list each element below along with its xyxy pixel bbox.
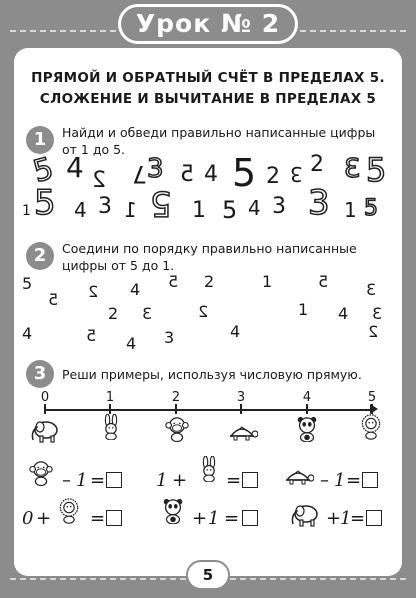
digit[interactable]: 3: [366, 280, 377, 299]
equation-number: 1: [334, 470, 346, 491]
plus-sign: +: [192, 508, 208, 529]
number-line: [44, 409, 374, 411]
monkey-icon: [164, 416, 190, 442]
task-3-number: 3: [26, 360, 54, 388]
digit[interactable]: 2: [198, 302, 209, 321]
digit[interactable]: 3: [344, 154, 361, 184]
digit[interactable]: 2: [368, 322, 379, 341]
digit[interactable]: 5: [150, 183, 172, 223]
equals-sign: =: [90, 470, 106, 491]
digit[interactable]: 1: [298, 300, 309, 319]
digit[interactable]: 5: [34, 183, 56, 223]
page-number: 5: [186, 560, 230, 590]
answer-box[interactable]: [242, 472, 258, 488]
digit[interactable]: 5: [168, 272, 179, 291]
digit[interactable]: 4: [338, 304, 349, 323]
digit[interactable]: 2: [310, 152, 324, 177]
rabbit-icon: [98, 414, 124, 440]
answer-box[interactable]: [106, 510, 122, 526]
elephant-icon: [30, 418, 60, 444]
task-3-text: Реши примеры, используя числовую прямую.: [62, 367, 362, 382]
minus-sign: –: [320, 470, 329, 491]
tick-3: [240, 404, 242, 414]
task-2-text: Соедини по порядку правильно написанные цифры от 5 до 1.: [62, 241, 357, 273]
task-2-digits-area: [22, 268, 402, 358]
task-1-text: Найди и обведи правильно написанные цифры от 1 до 5.: [62, 125, 376, 157]
digit[interactable]: 1: [262, 272, 273, 291]
panda-icon: [160, 498, 186, 524]
tick-0: [44, 404, 46, 414]
tick-4: [306, 404, 308, 414]
equals-sign: =: [90, 508, 106, 529]
heading-line-2: СЛОЖЕНИЕ И ВЫЧИТАНИЕ В ПРЕДЕЛАХ 5: [39, 91, 377, 107]
digit[interactable]: 5: [222, 196, 238, 224]
digit[interactable]: 4: [126, 334, 137, 353]
digit[interactable]: 5: [48, 290, 59, 309]
plus-sign: +: [36, 508, 52, 529]
answer-box[interactable]: [366, 510, 382, 526]
elephant-icon: [290, 502, 320, 528]
plus-sign: +: [326, 508, 342, 529]
tick-label-5: 5: [367, 390, 377, 405]
plus-sign: +: [172, 470, 188, 491]
equation-number: 1: [208, 508, 220, 529]
task-2-number: 2: [26, 242, 54, 270]
tick-label-4: 4: [302, 390, 312, 405]
digit[interactable]: 5: [22, 274, 33, 293]
tick-label-3: 3: [236, 390, 246, 405]
digit[interactable]: 2: [92, 168, 106, 193]
answer-box[interactable]: [242, 510, 258, 526]
lesson-title: Урок № 2: [118, 4, 298, 44]
digit[interactable]: 3: [164, 328, 175, 347]
tick-label-1: 1: [105, 390, 115, 405]
monkey-icon: [28, 460, 54, 486]
digit[interactable]: 2: [88, 282, 99, 301]
digit[interactable]: 5: [366, 151, 387, 189]
digit[interactable]: 5: [86, 326, 97, 345]
digit[interactable]: 3: [98, 194, 112, 219]
heading-line-1: ПРЯМОЙ И ОБРАТНЫЙ СЧЁТ В ПРЕДЕЛАХ 5.: [31, 70, 385, 86]
equation-number: 0: [22, 508, 34, 529]
answer-box[interactable]: [362, 472, 378, 488]
digit[interactable]: 3: [308, 183, 330, 223]
task-1-number: 1: [26, 126, 54, 154]
digit[interactable]: 4: [74, 198, 87, 222]
digit[interactable]: 5: [180, 162, 194, 187]
digit[interactable]: 2: [108, 304, 119, 323]
digit[interactable]: 5: [318, 272, 329, 291]
digit[interactable]: 2: [266, 164, 280, 189]
task-1-digits-area: [22, 152, 402, 232]
digit[interactable]: 3: [147, 154, 164, 184]
equation-number: 1: [76, 470, 88, 491]
turtle-icon: [282, 466, 314, 486]
minus-sign: –: [62, 470, 71, 491]
equation-number: 1: [156, 470, 168, 491]
rabbit-icon: [196, 456, 222, 482]
digit[interactable]: 3: [272, 194, 286, 219]
lion-icon: [56, 498, 82, 524]
turtle-icon: [226, 422, 258, 442]
digit[interactable]: 5: [364, 196, 378, 221]
digit[interactable]: 1: [124, 198, 137, 222]
digit[interactable]: 4: [248, 196, 261, 220]
digit[interactable]: 3: [142, 304, 153, 323]
digit[interactable]: 5: [29, 151, 58, 190]
tick-label-2: 2: [171, 390, 181, 405]
equation-number: 1: [340, 508, 352, 529]
digit[interactable]: 4: [22, 324, 33, 343]
digit[interactable]: 7: [132, 160, 148, 188]
equals-sign: =: [350, 508, 366, 529]
digit[interactable]: 3: [372, 304, 383, 323]
digit[interactable]: 5: [232, 151, 257, 195]
tick-1: [109, 404, 111, 414]
tick-5: [371, 404, 373, 414]
digit[interactable]: 4: [204, 162, 218, 187]
equals-sign: =: [224, 508, 240, 529]
digit[interactable]: 2: [204, 272, 215, 291]
digit[interactable]: 3: [290, 162, 303, 186]
digit[interactable]: 1: [344, 198, 357, 222]
digit[interactable]: 4: [130, 280, 141, 299]
equals-sign: =: [346, 470, 362, 491]
tick-2: [175, 404, 177, 414]
digit[interactable]: 4: [66, 151, 84, 184]
digit[interactable]: 4: [230, 322, 241, 341]
digit[interactable]: 1: [22, 203, 31, 219]
panda-icon: [294, 416, 320, 442]
tick-label-0: 0: [40, 390, 50, 405]
digit[interactable]: 1: [192, 198, 206, 223]
answer-box[interactable]: [106, 472, 122, 488]
lion-icon: [358, 414, 384, 440]
equals-sign: =: [226, 470, 242, 491]
